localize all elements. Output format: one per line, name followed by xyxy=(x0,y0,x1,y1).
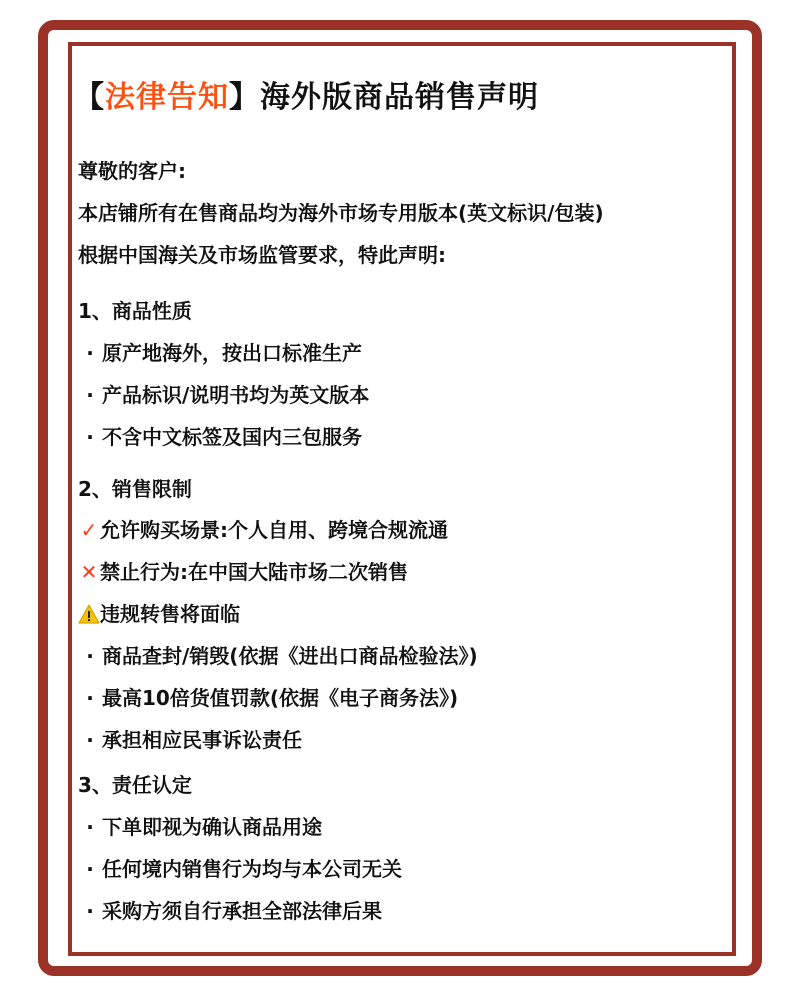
intro-line-2: 根据中国海关及市场监管要求，特此声明: xyxy=(78,243,446,267)
bullet-dot-icon: · xyxy=(86,644,94,668)
bullet-dot-icon: · xyxy=(86,686,94,710)
greeting: 尊敬的客户: xyxy=(78,159,186,183)
list-item: · 不含中文标签及国内三包服务 xyxy=(78,424,362,450)
bullet-dot-icon: · xyxy=(86,728,94,752)
bullet-dot-icon: · xyxy=(86,341,94,365)
cross-icon: ✕ xyxy=(80,560,98,584)
notice-title xyxy=(74,72,539,116)
list-item: · 任何境内销售行为均与本公司无关 xyxy=(78,856,402,882)
checkmark-icon: ✓ xyxy=(80,518,98,542)
section-2-heading: 2、销售限制 xyxy=(78,477,192,501)
bullet-dot-icon: · xyxy=(86,425,94,449)
intro-line-1: 本店铺所有在售商品均为海外市场专用版本(英文标识/包装) xyxy=(78,201,604,225)
bullet-dot-icon: · xyxy=(86,383,94,407)
title-highlight: 法律告知 xyxy=(105,80,229,115)
forbidden-line: ✕ 禁止行为:在中国大陆市场二次销售 xyxy=(78,559,408,585)
bullet-dot-icon: · xyxy=(86,815,94,839)
list-item: · 商品查封/销毁(依据《进出口商品检验法》) xyxy=(78,643,478,669)
title-bracket-close: 】 xyxy=(229,80,260,115)
title-rest: 海外版商品销售声明 xyxy=(260,80,539,115)
section-3-heading: 3、责任认定 xyxy=(78,773,192,797)
list-item: · 采购方须自行承担全部法律后果 xyxy=(78,898,382,924)
list-item: · 产品标识/说明书均为英文版本 xyxy=(78,382,369,408)
list-item: · 承担相应民事诉讼责任 xyxy=(78,727,302,753)
section-1-heading: 1、商品性质 xyxy=(78,299,192,323)
warning-icon xyxy=(78,604,100,624)
list-item: · 最高10倍货值罚款(依据《电子商务法》) xyxy=(78,685,458,711)
bullet-dot-icon: · xyxy=(86,899,94,923)
list-item: · 下单即视为确认商品用途 xyxy=(78,814,322,840)
list-item: · 原产地海外，按出口标准生产 xyxy=(78,340,362,366)
allowed-line: ✓ 允许购买场景:个人自用、跨境合规流通 xyxy=(78,517,448,543)
title-bracket-open: 【 xyxy=(74,80,105,115)
warning-line: 违规转售将面临 xyxy=(78,601,240,627)
bullet-dot-icon: · xyxy=(86,857,94,881)
